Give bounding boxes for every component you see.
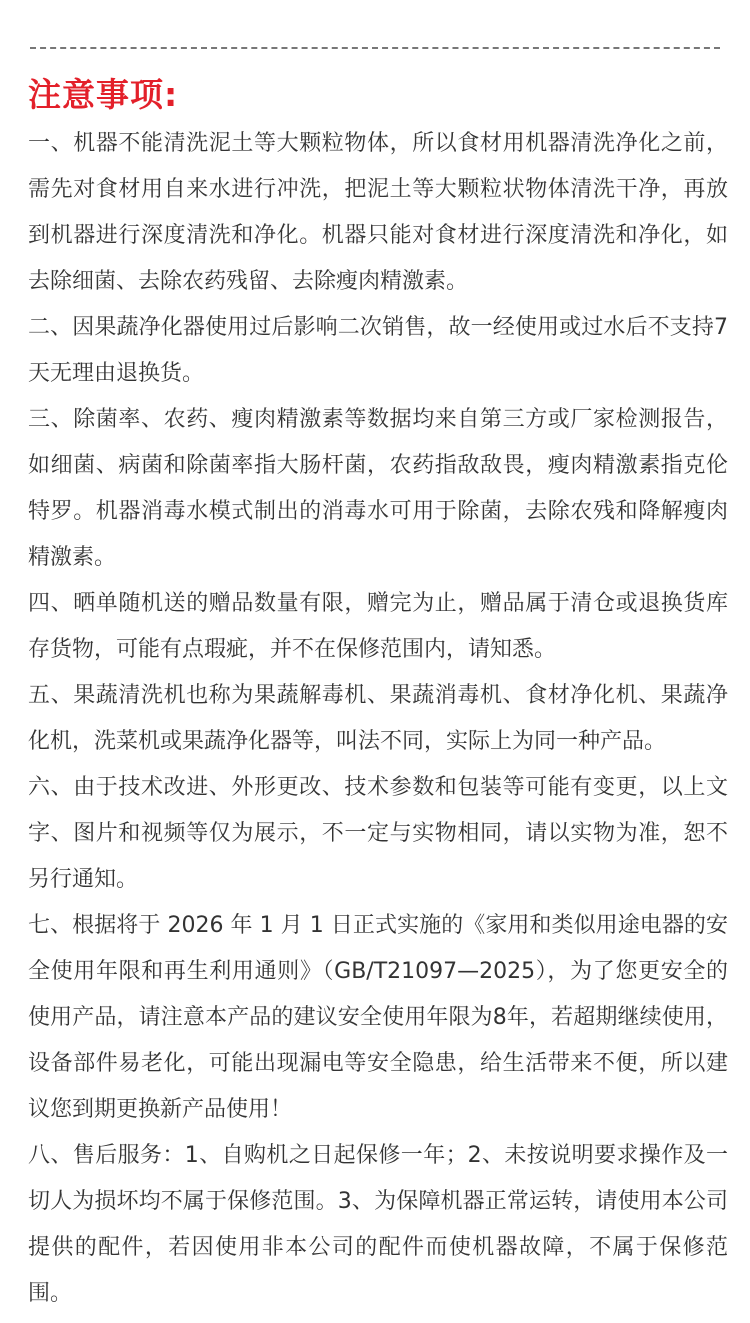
notice-item-1: 一、机器不能清洗泥土等大颗粒物体，所以食材用机器清洗净化之前，需先对食材用自来水进行冲洗，把泥土等大颗粒状物体清洗干净，再放到机器进行深度清洗和净化。机器只能对食材进行深度清洗和净化，如去除细菌、去除农药残留、去除瘦肉精激素。 (28, 131, 728, 294)
notice-list (28, 121, 728, 1317)
notice-item-8: 八、售后服务：1、自购机之日起保修一年；2、未按说明要求操作及一切人为损坏均不属于保修范围。3、为保障机器正常运转，请使用本公司提供的配件，若因使用非本公司的配件而使机器故障，不属于保修范围。 (28, 1143, 728, 1306)
notice-item-2: 二、因果蔬净化器使用过后影响二次销售，故一经使用或过水后不支持7天无理由退换货。 (28, 315, 728, 386)
notice-item-4: 四、晒单随机送的赠品数量有限，赠完为止，赠品属于清仓或退换货库存货物，可能有点瑕疵，并不在保修范围内，请知悉。 (28, 591, 728, 662)
notice-heading: 注意事项: (28, 75, 179, 114)
notice-item-6: 六、由于技术改进、外形更改、技术参数和包装等可能有变更，以上文字、图片和视频等仅为展示，不一定与实物相同，请以实物为准，恕不另行通知。 (28, 775, 728, 892)
notice-item-3: 三、除菌率、农药、瘦肉精激素等数据均来自第三方或厂家检测报告，如细菌、病菌和除菌率指大肠杆菌，农药指敌敌畏，瘦肉精激素指克伦特罗。机器消毒水模式制出的消毒水可用于除菌，去除农残和降解瘦肉精激素。 (28, 407, 728, 570)
notice-item-7: 七、根据将于 2026 年 1 月 1 日正式实施的《家用和类似用途电器的安全使用年限和再生利用通则》（GB/T21097—2025），为了您更安全的使用产品，请注意本产品的建议安全使用年限为8年，若超期继续使用，设备部件易老化，可能出现漏电等安全隐患，给生活带来不便，所以建议您到期更换新产品使用！ (28, 913, 728, 1122)
dashed-divider (30, 47, 720, 49)
notice-item-5: 五、果蔬清洗机也称为果蔬解毒机、果蔬消毒机、食材净化机、果蔬净化机，洗菜机或果蔬净化器等，叫法不同，实际上为同一种产品。 (28, 683, 728, 754)
